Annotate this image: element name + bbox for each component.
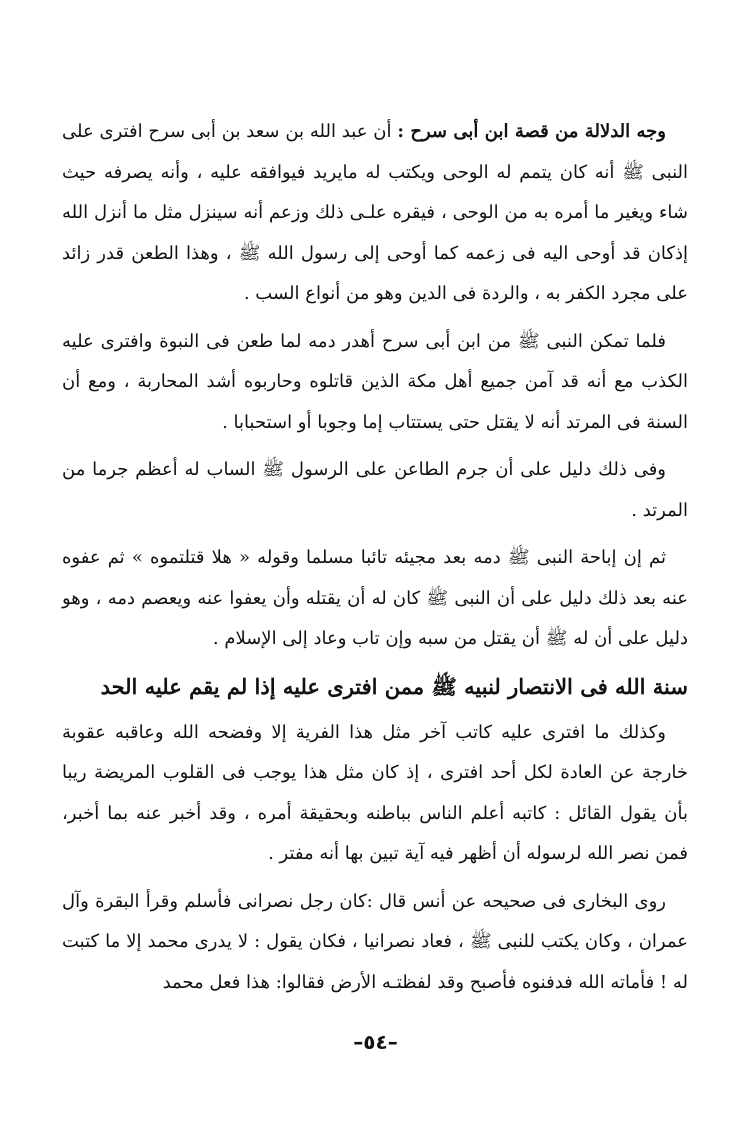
- paragraph-lead: وجه الدلالة من قصة ابن أبى سرح :: [397, 121, 666, 142]
- paragraph-prophet-blood: فلما تمكن النبى ﷺ من ابن أبى سرح أهدر دمه لما طعن فى النبوة وافترى عليه الكذب مع أنه قد آمن جميع أهل مكة الذين قاتلوه وحاربوه أشد المحاربة ، ومع أن السنة فى المرتد أنه لا يقتل حتى يستتاب إما وجوبا أو استحبابا .: [62, 330, 688, 433]
- paragraph-another-scribe: وكذلك ما افترى عليه كاتب آخر مثل هذا الفرية إلا وفضحه الله وعاقبه عقوبة خارجة عن العادة لكل أحد افترى ، إذ كان مثل هذا يوجب فى القلوب المريضة ريبا بأن يقول القائل : كاتبه أعلم الناس بباطنه وبحقيقة أمره ، وقد أخبر عنه بما أخبر، فمن نصر الله لرسوله أن أظهر فيه آية تبين بها أنه مفتر .: [62, 721, 688, 864]
- section-heading: سنة الله فى الانتصار لنبيه ﷺ ممن افترى عليه إذا لم يقم عليه الحد: [100, 673, 688, 699]
- paragraph-permission: ثم إن إباحة النبى ﷺ دمه بعد مجيئه تائبا مسلما وقوله « هلا قتلتموه » ثم عفوه عنه بعد ذلك دليل على أن النبى ﷺ كان له أن يقتله وأن يعفوا عنه ويعصم دمه ، وهو دليل على أن له ﷺ أن يقتل من سبه وإن تاب وعاد إلى الإسلام .: [62, 547, 688, 649]
- page-body: [62, 112, 688, 1010]
- paragraph-text: أن عبد الله بن سعد بن أبى سرح افترى على النبى ﷺ أنه كان يتمم له الوحى ويكتب له مايريد فيوافقه عليه ، وأنه يصرفه حيث شاء ويغير ما أمره به من الوحى ، فيقره علـى ذلك وزعم أنه سينزل مثل ما أنزل الله إذكان قد أوحى اليه فى زعمه كما أوحى إلى رسول الله ﷺ ، وهذا الطعن قدر زائد على مجرد الكفر به ، والردة فى الدين وهو من أنواع السب .: [62, 121, 688, 304]
- paragraph-bukhari-narration: روى البخارى فى صحيحه عن أنس قال :كان رجل نصرانى فأسلم وقرأ البقرة وآل عمران ، وكان يكتب للنبى ﷺ ، فعاد نصرانيا ، فكان يقول : لا يدرى محمد إلا ما كتبت له ! فأماته الله فدفنوه فأصبح وقد لفظتـه الأرض فقالوا: هذا فعل محمد: [62, 890, 688, 993]
- paragraph-evidence: وفى ذلك دليل على أن جرم الطاعن على الرسول ﷺ الساب له أعظم جرما من المرتد .: [62, 459, 688, 521]
- paragraph-ibn-abi-sarh: [62, 112, 688, 315]
- page-number: –٥٤–: [353, 1030, 398, 1054]
